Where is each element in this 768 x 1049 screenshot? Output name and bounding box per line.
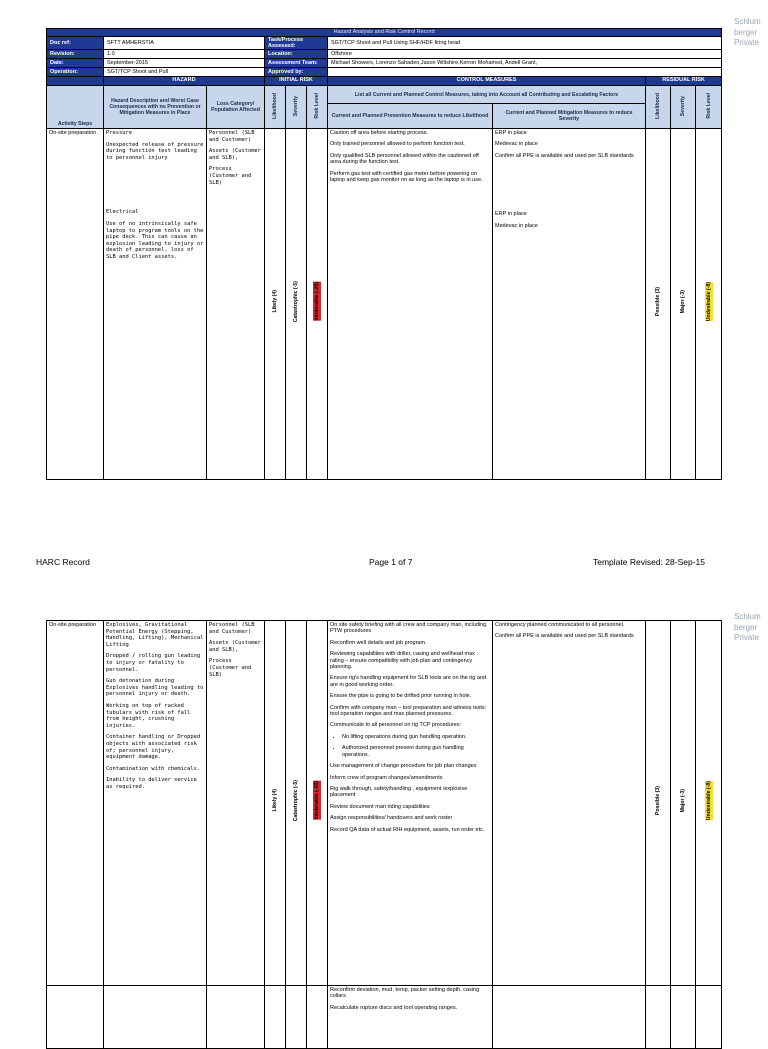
mitigation-item: Confirm all PPE is available and used per SLB standards	[495, 152, 634, 159]
hazard-title: Electrical	[106, 209, 139, 216]
risk-level-badge: Intolerable (-20)	[314, 282, 320, 321]
prevention-item: Caution off area before starting process.	[330, 130, 429, 136]
loss-category: Process (Customer and SLB)	[209, 166, 252, 186]
prevention-item: Rig walk through, safety/handling , equipment /explosive placement	[330, 785, 468, 799]
table-row	[47, 129, 722, 480]
revision-label: Revision:	[47, 50, 104, 59]
res-likelihood-value: Possible (3)	[655, 286, 661, 317]
likelihood-header: Likelihood	[272, 93, 278, 119]
harc-table-page2	[46, 620, 722, 1049]
operation-label: Operation:	[47, 68, 104, 77]
loss-category: Personnel (SLB and Customer)	[209, 130, 255, 143]
hazard-item: Gun detonation during Explosives handling leading to personnel injury or death.	[106, 678, 204, 698]
task-label: Task/Process Assessed:	[265, 37, 328, 50]
location-value: Offshore	[328, 50, 722, 59]
page-number: Page 1 of 7	[369, 557, 413, 567]
res-likelihood-value: Possible (3)	[655, 785, 661, 816]
task-value: SGT/TCP Shoot and Pull Using SHF/HDF firing head	[328, 37, 722, 50]
prevention-item: On site safety briefing with all crew and company man, including PTW procedures	[330, 622, 487, 635]
operation-value: SGT/TCP Shoot and Pull	[104, 68, 265, 77]
footer-left: HARC Record	[36, 557, 90, 567]
severity-header: Severity	[293, 95, 299, 117]
prevention-item: Perform gas test with certified gas meter before powering on laptop and keep gas monitor on as long as the laptop is in use.	[330, 170, 483, 184]
hazard-item: Inability to deliver service as required.	[106, 777, 197, 790]
res-severity-value: Major (-3)	[680, 788, 686, 813]
template-revised: Template Revised: 28-Sep-15	[593, 557, 705, 567]
prevention-item: Assign responsibilities/ handovers and work roster	[330, 815, 453, 822]
hazard-title: Pressure	[106, 130, 132, 136]
loss-category: Assets (Customer and SLB),	[209, 148, 261, 161]
doc-ref-label: Doc ref:	[47, 37, 104, 50]
loss-category: Process (Customer and SLB)	[209, 658, 252, 678]
activity-steps-header: Activity Steps	[47, 86, 104, 129]
hazard-desc-header: Hazard Description and Worst Case Consequences with no Prevention or Mitigation Measures in Place	[104, 86, 207, 129]
res-risk-level-badge: Undesirable (-8)	[705, 281, 712, 322]
prevention-item: Ensure rig's handling equipment for SLB tools are on the rig and are in good working order.	[330, 675, 487, 688]
res-likelihood-header: Likelihood	[655, 93, 661, 119]
prevention-item: Confirm with company man – tool preparation and witness tests: tool operation ranges and max planned pressures.	[330, 704, 487, 718]
control-measures-header: CONTROL MEASURES	[328, 77, 646, 86]
likelihood-value: Likely (4)	[272, 290, 278, 313]
approved-label: Approved by:	[265, 68, 328, 77]
mitigation-item: Medevac in place	[495, 222, 538, 229]
prevention-item: Communicate to all personnel on rig TCP procedures:	[330, 722, 461, 729]
likelihood-value: Likely (4)	[272, 789, 278, 812]
risk-level-header: Risk Level	[314, 93, 320, 119]
severity-value: Catastrophic (-5)	[293, 280, 299, 323]
bullet-item: • Authorized personnel present during gun handling operations.	[342, 745, 490, 758]
mitigation-item: ERP in place	[495, 211, 527, 218]
residual-risk-header: RESIDUAL RISK	[646, 77, 722, 86]
res-severity-value: Major (-3)	[680, 289, 686, 314]
table-row	[47, 621, 722, 986]
prevention-item: Inform crew of program changes/amendments	[330, 774, 443, 781]
prevention-item: Ensure the pipe is going to be drifted prior running in hole.	[330, 693, 472, 700]
revision-value: 1.0	[104, 50, 265, 59]
hazard-title: Explosives, Gravitational Potential Energy (Stepping, Handling, Lifting), Mechanical Lifting	[106, 622, 204, 648]
hazard-text: Unexpected release of pressure during function test leading to personnel injury	[106, 141, 204, 161]
activity-cell: On-site preparation	[47, 621, 104, 986]
date-label: Date:	[47, 59, 104, 68]
hazard-item: Contamination with chemicals.	[106, 765, 201, 772]
prevention-item: Reviewing capabilities with driller, casing and wellhead max rating – ensure compatibility with job plan and contingency planning.	[330, 651, 475, 671]
res-risk-level-header: Risk Level	[705, 93, 712, 119]
team-label: Assessment Team:	[265, 59, 328, 68]
severity-value: Catastrophic (-5)	[293, 779, 299, 822]
mitigation-item: Confirm all PPE is available and used per SLB standards	[495, 633, 634, 640]
risk-level-badge: Intolerable (-20)	[314, 781, 320, 820]
activity-cell: On-site preparation	[47, 129, 104, 480]
mitigation-item: Contingency planned communicated to all personnel.	[495, 622, 625, 628]
loss-category-header: Loss Category/ Population Affected	[207, 86, 265, 129]
hazard-text: Use of no intrinsically safe laptop to program tools on the pipe deck. This can cause an explosion leading to injury or death of personnel, loss of SLB and Client assets.	[106, 220, 204, 260]
hazard-item: Working on top of racked tubulars with risk of fall from height, crushing injuries.	[106, 702, 191, 729]
res-severity-header: Severity	[680, 95, 686, 117]
approved-value	[328, 68, 722, 77]
prevention-item: Reconfirm well details and job program.	[330, 639, 427, 646]
date-value: September-2015	[104, 59, 265, 68]
mitigation-item: ERP in place	[495, 130, 527, 136]
hazard-header: HAZARD	[104, 77, 265, 86]
bullet-item: • No lifting operations during gun handling operation.	[342, 734, 490, 740]
prevention-item: Only qualified SLB personnel allowed within the cautioned off area during the function test.	[330, 152, 479, 166]
harc-table-page1	[46, 28, 722, 480]
procedure-bullets	[342, 734, 490, 758]
record-title: Hazard Analysis and Risk Control Record	[47, 29, 722, 37]
res-risk-level-badge: Undesirable (-8)	[705, 780, 712, 821]
mitigation-header: Current and Planned Mitigation Measures to reduce Severity	[493, 104, 646, 129]
control-intro: List all Current and Planned Control Measures, taking into Account all Contributing and Escalating Factors	[328, 86, 646, 104]
loss-category: Assets (Customer and SLB),	[209, 640, 261, 653]
prevention-item: Use management of change procedure for job plan changes	[330, 763, 477, 770]
doc-ref-value: SFTT AMHERSTIA	[104, 37, 265, 50]
side-label-top: Schlumberger Private	[734, 17, 761, 47]
prevention-item: Record QA data of actual RIH equipment, assets, run order etc.	[330, 826, 485, 833]
mitigation-item: Medevac in place	[495, 141, 538, 148]
loss-category: Personnel (SLB and Customer)	[209, 622, 255, 635]
initial-risk-header: INITIAL RISK	[265, 77, 328, 86]
prevention-item: Only trained personnel allowed to perform function test.	[330, 141, 465, 148]
prevention-item: Review document man riding capabilities	[330, 803, 430, 810]
location-label: Location:	[265, 50, 328, 59]
prevention-item: Reconfirm deviation, mud, temp, packer setting depth, casing collars	[330, 987, 480, 1000]
table-row	[47, 986, 722, 1049]
hazard-item: Container handling or Dropped objects with associated risk of; personnel injury, equipment damage.	[106, 734, 201, 761]
prevention-header: Current and Planned Prevention Measures to reduce Likelihood	[328, 104, 493, 129]
team-value: Michael Showers, Lorenzo Sahadeo,Jason Wiltshire,Kerron Mohamed, Andell Grant,	[328, 59, 722, 68]
prevention-item: Recalculate rupture discs and tool operating ranges.	[330, 1004, 458, 1011]
hazard-item: Dropped / rolling gun leading to injury or fatality to personnel.	[106, 653, 201, 673]
side-label-bottom: Schlumberger Private	[734, 612, 761, 642]
